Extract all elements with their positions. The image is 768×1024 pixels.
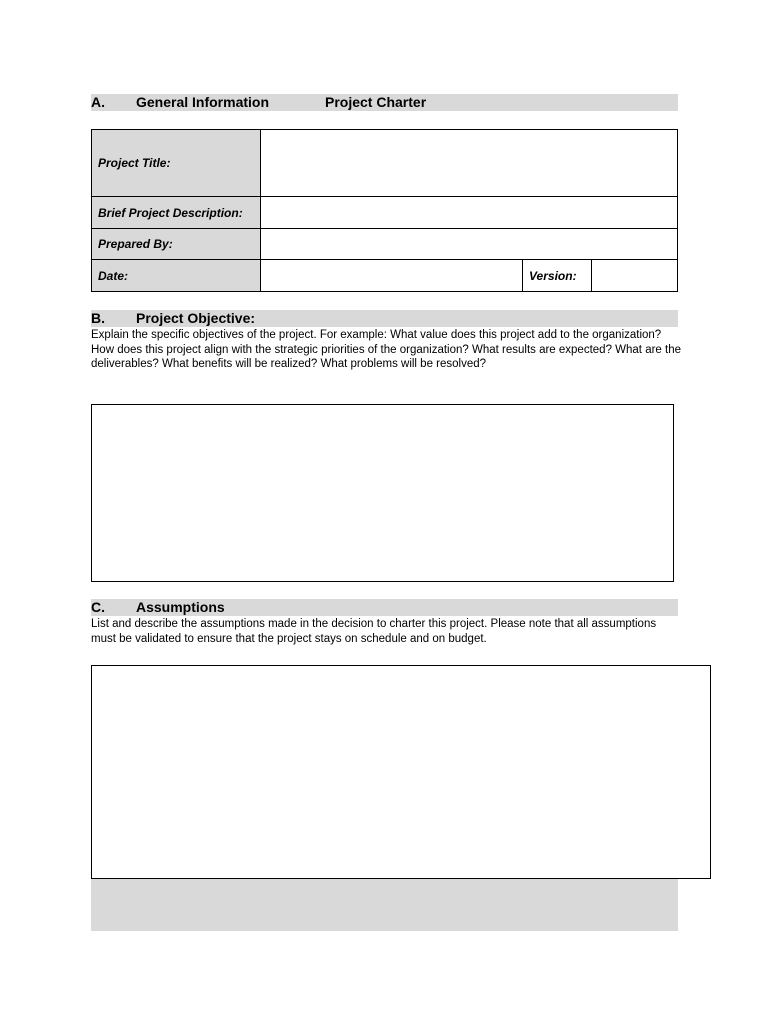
date-field[interactable] (261, 260, 523, 292)
project-objective-textbox[interactable] (91, 404, 674, 582)
section-b-header (91, 310, 678, 327)
brief-description-label: Brief Project Description: (92, 197, 261, 229)
shaded-footer-area (91, 878, 678, 931)
section-c-letter: C. (91, 599, 105, 615)
section-b-title: Project Objective: (136, 310, 256, 326)
section-a-header (91, 94, 678, 111)
assumptions-textbox[interactable] (91, 665, 711, 879)
document-title: Project Charter (325, 94, 427, 110)
section-c-description: List and describe the assumptions made in the decision to charter this project. Please note that all assumptions must be validated to ensure that the project stays on schedule and on budget. (91, 618, 657, 645)
version-field[interactable] (592, 260, 678, 292)
project-title-label: Project Title: (92, 130, 261, 197)
brief-description-field[interactable] (261, 197, 678, 229)
prepared-by-label: Prepared By: (92, 229, 261, 260)
brief-description-row (92, 197, 678, 229)
date-label: Date: (92, 260, 261, 292)
section-a-letter: A. (91, 94, 105, 110)
section-b-letter: B. (91, 310, 105, 326)
prepared-by-row (92, 229, 678, 260)
section-c-header (91, 599, 678, 616)
project-title-field[interactable] (261, 130, 678, 197)
section-b-description: Explain the specific objectives of the project. For example: What value does this project add to the organization? How does this project align with the strategic priorities of the organization? What results are expected? What are the deliverables? What benefits will be realized? What problems will be resolved? (91, 329, 681, 371)
prepared-by-field[interactable] (261, 229, 678, 260)
date-version-row (92, 260, 678, 292)
version-label: Version: (523, 260, 592, 292)
section-a-title: General Information (136, 94, 270, 110)
section-c-title: Assumptions (136, 599, 225, 615)
general-information-table (91, 129, 678, 292)
project-title-row (92, 130, 678, 197)
